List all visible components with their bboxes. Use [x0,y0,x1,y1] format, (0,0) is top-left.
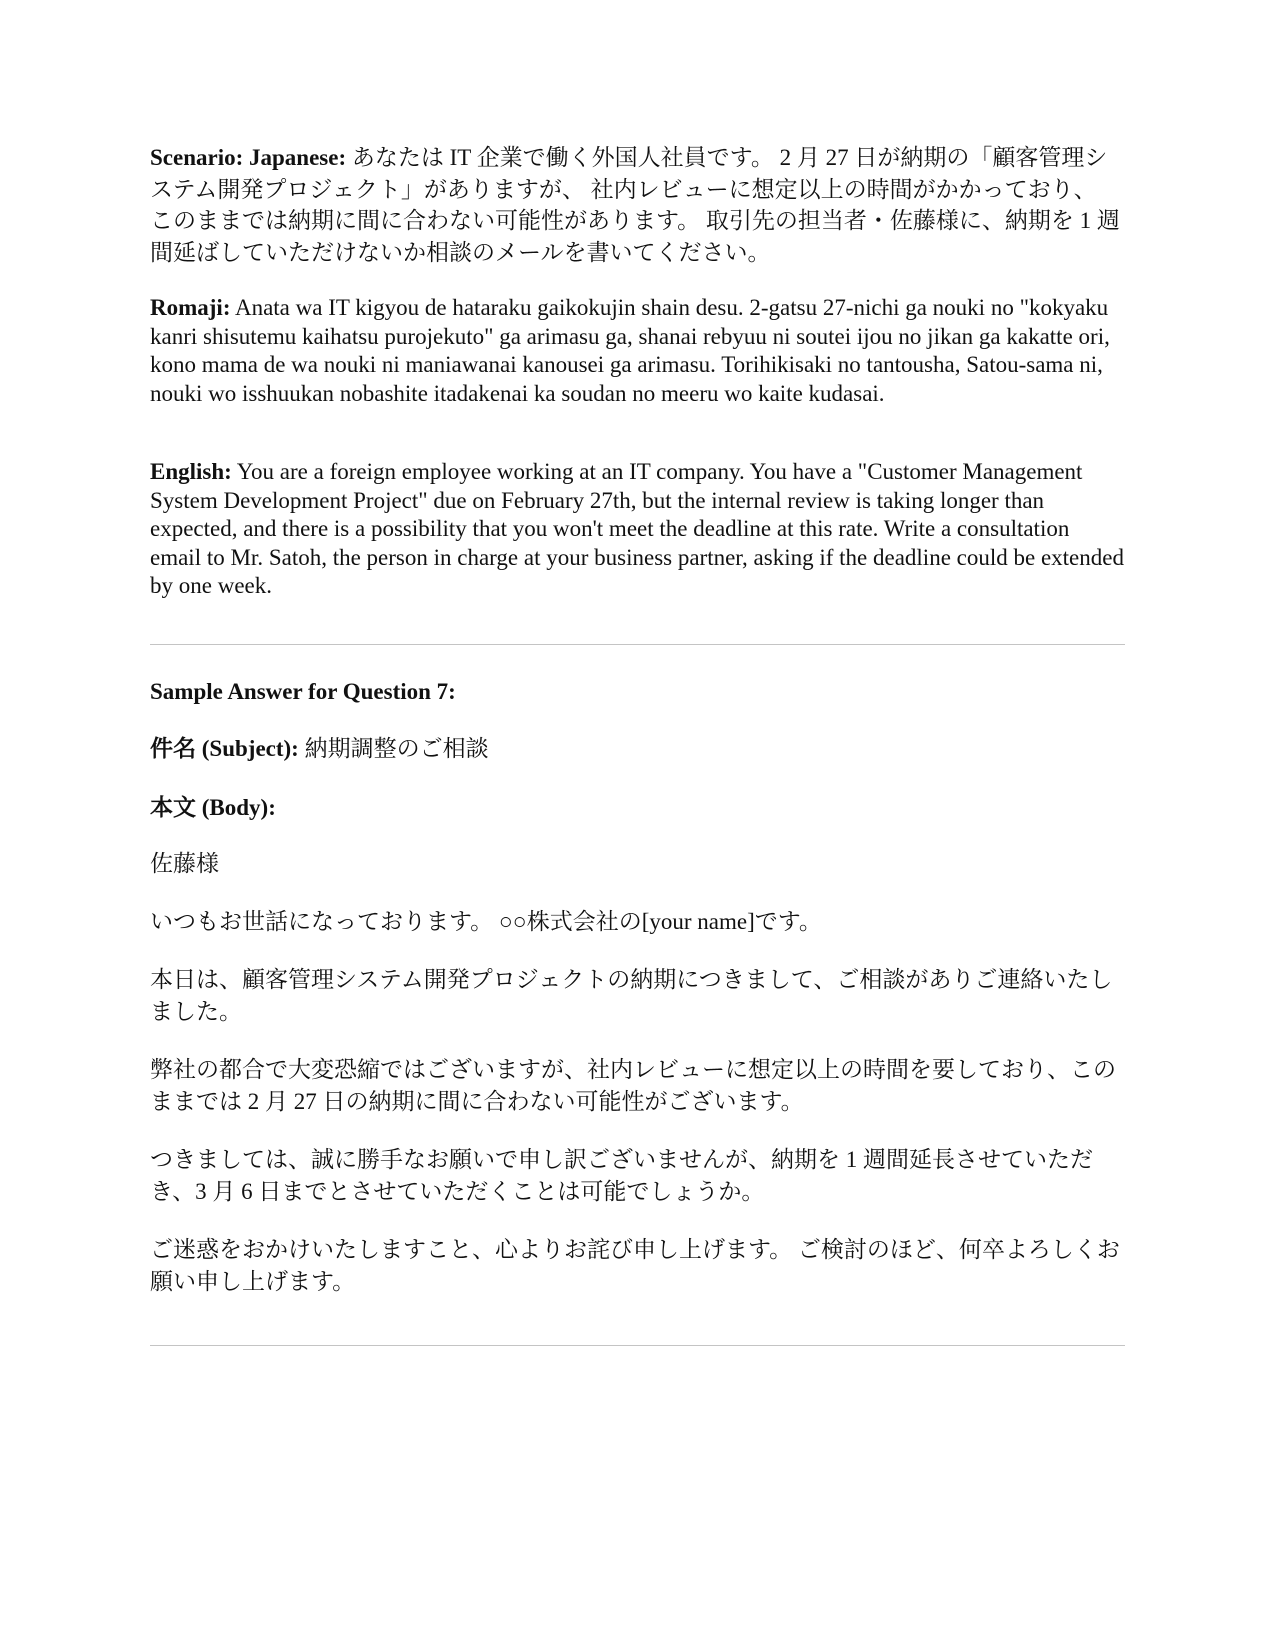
scenario-english-text: You are a foreign employee working at an IT company. You have a "Customer Management System Development Project" due on February 27th, but the internal review is taking longer than expected, and there is a possibility that you won't meet the deadline at this rate. Write a consultation email to Mr. Satoh, the person in charge at your business partner, asking if the deadline could be extended by one week. [150,459,1124,598]
scenario-japanese-text: あなたは IT 企業で働く外国人社員です。 2 月 27 日が納期の「顧客管理システム開発プロジェクト」がありますが、 社内レビューに想定以上の時間がかかっており、 このままでは納期に間に合わない可能性があります。 取引先の担当者・佐藤様に、納期を 1 週間延ばしていただけないか相談のメールを書いてください。 [150,145,1120,265]
section-divider-top [150,644,1125,645]
scenario-romaji-text: Anata wa IT kigyou de hataraku gaikokujin shain desu. 2-gatsu 27-nichi ga nouki no "kokyaku kanri shisutemu kaihatsu purojekuto" ga arimasu ga, shanai rebyuu ni soutei ijou no jikan ga kakatte ori, kono mama de wa nouki ni maniawanai kanousei ga arimasu. Torihikisaki no tantousha, Satou-sama ni, nouki wo isshuukan nobashite itadakenai ka soudan no meeru wo kaite kudasai. [150,295,1110,406]
scenario-english-label: English: [150,459,232,484]
email-paragraph-4: つきましては、誠に勝手なお願いで申し訳ございませんが、納期を 1 週間延長させていただき、3 月 6 日までとさせていただくことは可能でしょうか。 [150,1147,1093,1204]
email-paragraph-2: 本日は、顧客管理システム開発プロジェクトの納期につきまして、ご相談がありご連絡いたしました。 [150,967,1113,1024]
email-salutation: 佐藤様 [150,851,219,876]
scenario-japanese-paragraph [150,142,1125,268]
answer-heading: Sample Answer for Question 7: [150,679,456,704]
subject-text: 納期調整のご相談 [304,736,489,761]
email-paragraph-1: いつもお世話になっております。 ○○株式会社の[your name]です。 [150,909,822,934]
subject-line [150,733,1125,765]
scenario-english-paragraph [150,458,1125,601]
email-paragraph-5: ご迷惑をおかけいたしますこと、心よりお詫び申し上げます。 ご検討のほど、何卒よろしくお願い申し上げます。 [150,1237,1120,1294]
subject-label: 件名 (Subject): [150,736,299,761]
scenario-romaji-label: Romaji: [150,295,231,320]
scenario-romaji-paragraph [150,294,1125,408]
email-paragraph-3: 弊社の都合で大変恐縮ではございますが、社内レビューに想定以上の時間を要しており、このままでは 2 月 27 日の納期に間に合わない可能性がございます。 [150,1057,1116,1114]
section-divider-bottom [150,1345,1125,1346]
scenario-japanese-label: Scenario: Japanese: [150,145,347,170]
body-label: 本文 (Body): [150,795,276,820]
